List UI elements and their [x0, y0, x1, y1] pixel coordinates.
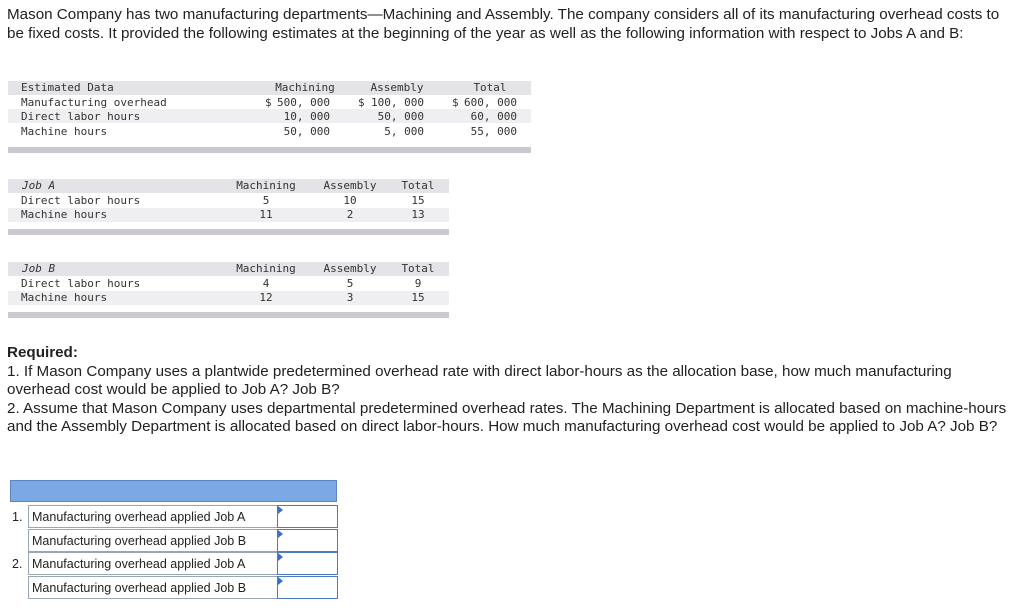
- total-value: 9: [414, 277, 422, 290]
- header-total: Total: [401, 179, 435, 192]
- row-label: Direct labor hours: [21, 110, 141, 123]
- header-assembly: Assembly: [323, 262, 377, 275]
- assembly-value: 5: [346, 277, 354, 290]
- machining-value: 500, 000: [277, 96, 330, 109]
- total-value: 15: [411, 291, 425, 304]
- answer-number: 2.: [12, 557, 23, 571]
- currency-sign: $: [265, 96, 272, 109]
- answer-label: Manufacturing overhead applied Job B: [28, 529, 286, 552]
- total-value: 15: [411, 194, 425, 207]
- row-label: Direct labor hours: [21, 194, 141, 207]
- assembly-value: 2: [346, 208, 354, 221]
- answer-input-job-b-1[interactable]: [277, 529, 338, 552]
- total-value: 60, 000: [470, 110, 517, 123]
- answer-table-header: [10, 480, 337, 502]
- header-estimated-data: Estimated Data: [21, 81, 114, 94]
- answer-label: Manufacturing overhead applied Job A: [28, 552, 286, 575]
- total-value: 600, 000: [464, 96, 517, 109]
- answer-row: [10, 552, 338, 576]
- machining-value: 4: [262, 277, 270, 290]
- table-bottom-bar: [8, 229, 449, 235]
- job-b-table: [8, 262, 449, 320]
- header-total: Total: [401, 262, 435, 275]
- input-marker-icon: [278, 553, 283, 561]
- answer-label: Manufacturing overhead applied Job B: [28, 576, 286, 599]
- row-label: Direct labor hours: [21, 277, 141, 290]
- currency-sign: $: [358, 96, 365, 109]
- answer-table: [10, 480, 338, 599]
- machining-value: 5: [262, 194, 270, 207]
- assembly-value: 3: [346, 291, 354, 304]
- row-label: Machine hours: [21, 125, 108, 138]
- table-header-row: [8, 179, 449, 193]
- answer-input-job-a-1[interactable]: [277, 505, 338, 528]
- table-row: [8, 208, 449, 222]
- required-section: [7, 344, 1007, 437]
- header-machining: Machining: [236, 179, 296, 192]
- table-row: [8, 277, 449, 291]
- estimated-data-table: [8, 81, 531, 153]
- row-label: Manufacturing overhead: [21, 96, 167, 109]
- input-marker-icon: [278, 530, 283, 538]
- answer-row: [10, 529, 338, 553]
- header-job-b: Job B: [22, 262, 56, 275]
- input-marker-icon: [278, 577, 283, 585]
- row-label: Machine hours: [21, 208, 108, 221]
- problem-intro: Mason Company has two manufacturing departments—Machining and Assembly. The company considers all of its manufacturing overhead costs to be fixed costs. It provided the following estimates at the beginning of the year as well as the following information with respect to Jobs A and B:: [7, 6, 1000, 42]
- table-header-row: [8, 81, 531, 95]
- currency-sign: $: [452, 96, 459, 109]
- header-job-a: Job A: [22, 179, 56, 192]
- answer-input-job-a-2[interactable]: [277, 552, 338, 575]
- machining-value: 12: [259, 291, 273, 304]
- assembly-value: 50, 000: [377, 110, 424, 123]
- input-marker-icon: [278, 506, 283, 514]
- assembly-value: 100, 000: [371, 96, 424, 109]
- assembly-value: 5, 000: [384, 125, 424, 138]
- required-heading: Required:: [7, 344, 78, 361]
- question-1: 1. If Mason Company uses a plantwide predetermined overhead rate with direct labor-hours as the allocation base, how much manufacturing overhead cost would be applied to Job A? Job B?: [7, 362, 952, 398]
- total-value: 55, 000: [470, 125, 517, 138]
- machining-value: 10, 000: [283, 110, 330, 123]
- answer-number: 1.: [12, 510, 23, 524]
- header-machining: Machining: [275, 81, 335, 94]
- total-value: 13: [411, 208, 425, 221]
- header-machining: Machining: [236, 262, 296, 275]
- answer-row: [10, 505, 338, 529]
- table-row: [8, 96, 531, 110]
- answer-row: [10, 576, 338, 600]
- table-row: [8, 291, 449, 305]
- answer-input-job-b-2[interactable]: [277, 576, 338, 599]
- machining-value: 50, 000: [283, 125, 330, 138]
- table-bottom-bar: [8, 147, 531, 153]
- table-header-row: [8, 262, 449, 276]
- header-assembly: Assembly: [370, 81, 424, 94]
- table-row: [8, 194, 449, 208]
- table-row: [8, 125, 531, 139]
- row-label: Machine hours: [21, 291, 108, 304]
- job-a-table: [8, 179, 449, 237]
- question-2: 2. Assume that Mason Company uses departmental predetermined overhead rates. The Machining Department is allocated based on machine-hours and the Assembly Department is allocated based on direct labor-hours. How much manufacturing overhead cost would be applied to Job A? Job B?: [7, 399, 1007, 435]
- machining-value: 11: [259, 208, 273, 221]
- answer-label: Manufacturing overhead applied Job A: [28, 505, 286, 528]
- header-total: Total: [473, 81, 507, 94]
- table-row: [8, 110, 531, 124]
- table-bottom-bar: [8, 312, 449, 318]
- assembly-value: 10: [343, 194, 357, 207]
- header-assembly: Assembly: [323, 179, 377, 192]
